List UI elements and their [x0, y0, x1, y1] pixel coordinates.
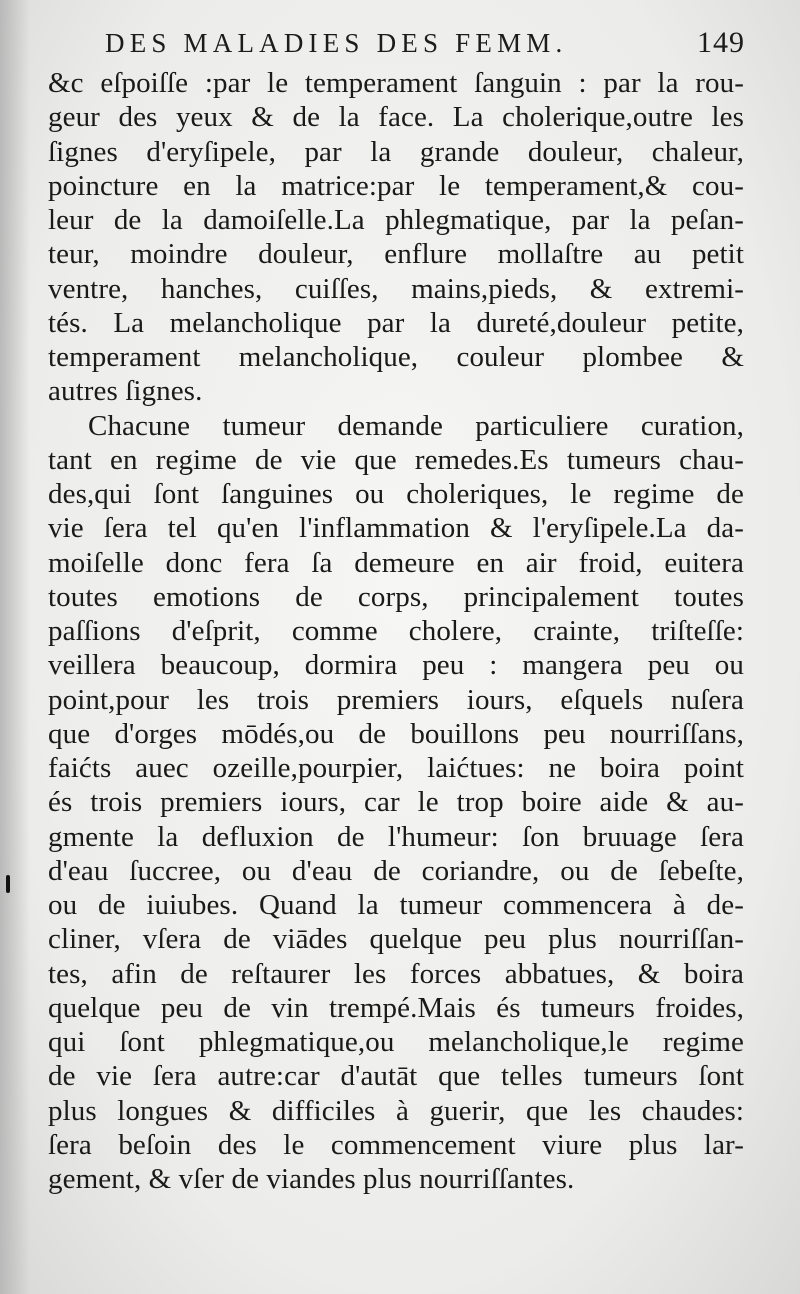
paragraph-2 — [48, 409, 744, 1197]
margin-ink-mark — [6, 875, 10, 893]
running-head — [105, 28, 745, 68]
text-line: és trois premiers iours, car le trop boire aide & au- — [48, 786, 744, 819]
text-line: &c eſpoiſſe :par le temperament ſanguin : par la rou- — [48, 67, 744, 99]
text-line: tés. La melancholique par la dureté,douleur petite, — [48, 306, 744, 339]
text-line: temperament melancholique, couleur plombee & — [48, 341, 744, 373]
text-line: gmente la defluxion de l'humeur: ſon bruuage ſera — [48, 820, 744, 853]
body-text — [48, 66, 744, 1196]
text-line: tant en regime de vie que remedes.Es tumeurs chau- — [48, 443, 744, 476]
text-line: plus longues & difficiles à guerir, que les chaudes: — [48, 1094, 744, 1127]
text-line: leur de la damoiſelle.La phlegmatique, par la peſan- — [48, 204, 744, 236]
text-line: Chacune tumeur demande particuliere curation, — [88, 409, 744, 442]
text-line: geur des yeux & de la face. La cholerique,outre les — [48, 101, 744, 134]
paragraph-1 — [48, 66, 744, 409]
text-line: quelque peu de vin trempé.Mais és tumeurs froides, — [48, 991, 744, 1024]
text-line: ventre, hanches, cuiſſes, mains,pieds, & extremi- — [48, 272, 744, 305]
text-line: faićts auec ozeille,pourpier, laićtues: ne boira point — [48, 752, 744, 784]
text-line: cliner, vſera de viādes quelque peu plus nourriſſan- — [48, 923, 744, 956]
text-line: paſſions d'eſprit, comme cholere, crainte, triſteſſe: — [48, 615, 744, 647]
text-line: toutes emotions de corps, principalement toutes — [48, 580, 744, 613]
text-line: point,pour les trois premiers iours, eſquels nuſera — [48, 683, 744, 716]
text-line: ſera beſoin des le commencement viure plus lar- — [48, 1128, 744, 1161]
text-line: ſignes d'eryſipele, par la grande douleur, chaleur, — [48, 135, 744, 168]
text-line: vie ſera tel qu'en l'inflammation & l'eryſipele.La da- — [48, 512, 744, 545]
text-line: gement, & vſer de viandes plus nourriſſantes. — [48, 1163, 575, 1195]
text-line: autres ſignes. — [48, 375, 203, 408]
text-line: d'eau ſuccree, ou d'eau de coriandre, ou de ſebeſte, — [48, 854, 744, 887]
text-line: teur, moindre douleur, enflure mollaſtre au petit — [48, 238, 744, 271]
page-number: 149 — [697, 26, 745, 59]
text-line: de vie ſera autre:car d'autāt que telles tumeurs ſont — [48, 1060, 744, 1093]
text-line: tes, afin de reſtaurer les forces abbatues, & boira — [48, 957, 744, 990]
running-title: DES MALADIES DES FEMM. — [105, 28, 568, 58]
text-line: moiſelle donc fera ſa demeure en air froid, euitera — [48, 546, 744, 579]
text-line: qui ſont phlegmatique,ou melancholique,le regime — [48, 1026, 744, 1058]
text-line: poincture en la matrice:par le temperament,& cou- — [48, 169, 744, 202]
text-line: veillera beaucoup, dormira peu : mangera peu ou — [48, 649, 744, 682]
text-line: des,qui ſont ſanguines ou choleriques, le regime de — [48, 478, 744, 510]
text-line: ou de iuiubes. Quand la tumeur commencera à de- — [48, 889, 744, 921]
text-line: que d'orges mōdés,ou de bouillons peu nourriſſans, — [48, 717, 744, 750]
